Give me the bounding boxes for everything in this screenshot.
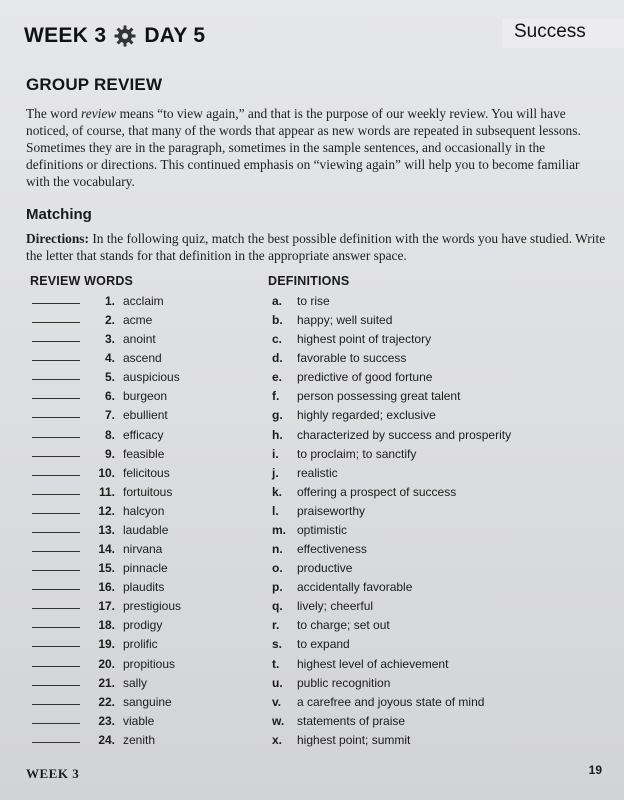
review-word: anoint [123, 332, 156, 347]
definition-letter: u. [272, 675, 283, 690]
answer-blank[interactable] [32, 379, 80, 380]
intro-post: means “to view again,” and that is the purpose of our weekly review. You will have noticed, of course, that many of the words that appear as new words are repeated in subsequent lessons. Sometimes they are in the paragraph, sometimes in the sample sentences, and occasionally in the definitions or directions. This continued emphasis on “viewing again” will help you to become familiar with the vocabulary. [26, 106, 581, 189]
answer-blank[interactable] [32, 398, 80, 399]
answer-blank[interactable] [32, 303, 80, 304]
word-number: 22. [98, 694, 115, 709]
definition-text: public recognition [297, 675, 391, 690]
review-word: propitious [123, 656, 176, 671]
definition-text: highly regarded; exclusive [297, 408, 436, 423]
definition-text: to charge; set out [297, 618, 390, 633]
word-number: 6. [104, 389, 115, 404]
review-word: auspicious [123, 370, 180, 385]
table-row [0, 386, 624, 405]
definition-letter: g. [272, 408, 283, 423]
definition-text: predictive of good fortune [297, 370, 433, 385]
definition-text: accidentally favorable [297, 580, 413, 595]
page-header [0, 18, 624, 54]
word-number: 9. [104, 446, 115, 461]
definition-letter: s. [272, 637, 283, 652]
table-row [0, 711, 624, 730]
directions-label: Directions: [26, 231, 89, 246]
definition-letter: k. [272, 484, 283, 499]
definition-letter: r. [272, 618, 280, 633]
footer-week: WEEK 3 [26, 766, 80, 781]
table-row [0, 291, 624, 310]
definition-text: statements of praise [297, 713, 406, 728]
directions-text: In the following quiz, match the best possible definition with the words you have studied. Write the letter that stands for that definition in the appropriate answer space. [26, 231, 606, 263]
definition-text: highest point of trajectory [297, 332, 432, 347]
definition-text: realistic [297, 465, 338, 480]
table-row [0, 405, 624, 424]
definition-letter: d. [272, 351, 283, 366]
word-number: 16. [98, 580, 115, 595]
answer-blank[interactable] [32, 456, 80, 457]
definition-letter: l. [272, 503, 279, 518]
word-number: 19. [98, 637, 115, 652]
word-number: 4. [104, 351, 115, 366]
review-word: ascend [123, 351, 162, 366]
answer-blank[interactable] [32, 608, 80, 609]
definition-letter: p. [272, 580, 283, 595]
table-row [0, 501, 624, 520]
table-row [0, 615, 624, 634]
definition-letter: t. [272, 656, 280, 671]
definition-letter: w. [272, 713, 285, 728]
definition-letter: x. [272, 732, 283, 747]
review-word: fortuitous [123, 484, 173, 499]
table-row [0, 692, 624, 711]
definition-letter: n. [272, 542, 283, 557]
definition-text: person possessing great talent [297, 389, 461, 404]
intro-italic-word: review [81, 106, 117, 121]
answer-blank[interactable] [32, 627, 80, 628]
answer-blank[interactable] [32, 589, 80, 590]
definition-text: happy; well suited [297, 313, 393, 328]
answer-blank[interactable] [32, 437, 80, 438]
definition-letter: m. [272, 522, 287, 537]
table-row [0, 425, 624, 444]
definitions-header: DEFINITIONS [268, 274, 350, 288]
word-number: 8. [104, 427, 115, 442]
table-row [0, 329, 624, 348]
word-number: 2. [104, 313, 115, 328]
definition-text: a carefree and joyous state of mind [297, 694, 485, 709]
word-number: 5. [104, 370, 115, 385]
definition-text: highest point; summit [297, 732, 411, 747]
matching-title: Matching [26, 206, 92, 223]
definition-text: praiseworthy [297, 503, 366, 518]
intro-paragraph [26, 105, 600, 190]
review-word: pinnacle [123, 561, 168, 576]
week-day-heading [24, 24, 205, 48]
answer-blank[interactable] [32, 417, 80, 418]
table-row [0, 310, 624, 329]
definition-text: characterized by success and prosperity [297, 427, 512, 442]
table-row [0, 558, 624, 577]
word-number: 14. [98, 542, 115, 557]
review-word: sanguine [123, 694, 172, 709]
review-word: viable [123, 713, 155, 728]
table-row [0, 596, 624, 615]
table-row [0, 730, 624, 749]
table-row [0, 482, 624, 501]
review-word: prestigious [123, 599, 182, 614]
answer-blank[interactable] [32, 570, 80, 571]
table-row [0, 673, 624, 692]
review-word: sally [123, 675, 148, 690]
page-number: 19 [588, 763, 602, 777]
intro-pre: The word [26, 106, 82, 121]
table-row [0, 577, 624, 596]
answer-blank[interactable] [32, 494, 80, 495]
definition-letter: v. [272, 694, 282, 709]
definition-letter: q. [272, 599, 283, 614]
table-row [0, 634, 624, 653]
word-number: 13. [98, 522, 115, 537]
table-row [0, 463, 624, 482]
answer-blank[interactable] [32, 666, 80, 667]
table-row [0, 654, 624, 673]
definition-text: effectiveness [297, 542, 367, 557]
review-word: prolific [123, 637, 158, 652]
answer-blank[interactable] [32, 685, 80, 686]
review-word: feasible [123, 446, 165, 461]
review-word: zenith [123, 732, 156, 747]
definition-letter: b. [272, 313, 283, 328]
definition-text: favorable to success [297, 351, 407, 366]
week-label: WEEK 3 [24, 24, 107, 47]
gear-icon [114, 25, 136, 47]
table-row [0, 444, 624, 463]
table-row [0, 539, 624, 558]
review-word: acme [123, 313, 153, 328]
definition-letter: i. [272, 446, 279, 461]
definition-letter: o. [272, 561, 283, 576]
review-word: halcyon [123, 503, 165, 518]
review-word: plaudits [123, 580, 165, 595]
word-number: 7. [104, 408, 115, 423]
word-number: 15. [98, 561, 115, 576]
definition-text: to proclaim; to sanctify [297, 446, 417, 461]
table-row [0, 348, 624, 367]
word-number: 17. [98, 599, 115, 614]
answer-blank[interactable] [32, 704, 80, 705]
review-word: acclaim [123, 294, 164, 308]
definition-text: lively; cheerful [297, 599, 374, 614]
word-number: 1. [104, 294, 115, 308]
word-number: 3. [104, 332, 115, 347]
table-row [0, 520, 624, 539]
review-word: burgeon [123, 389, 168, 404]
definition-letter: a. [272, 294, 283, 308]
word-number: 11. [98, 484, 115, 499]
directions-paragraph [26, 230, 606, 264]
review-word: laudable [123, 522, 169, 537]
answer-blank[interactable] [32, 513, 80, 514]
group-review-title: GROUP REVIEW [26, 75, 163, 94]
definition-letter: h. [272, 427, 283, 442]
answer-blank[interactable] [32, 646, 80, 647]
definition-text: to rise [297, 294, 330, 308]
review-word: ebullient [123, 408, 168, 423]
answer-blank[interactable] [32, 532, 80, 533]
word-number: 23. [98, 713, 115, 728]
definition-letter: c. [272, 332, 283, 347]
definition-letter: j. [272, 465, 279, 480]
definition-text: to expand [297, 637, 350, 652]
review-words-header: REVIEW WORDS [30, 274, 134, 288]
definition-text: productive [297, 561, 353, 576]
definition-letter: f. [272, 389, 280, 404]
word-number: 20. [98, 656, 115, 671]
word-number: 12. [98, 503, 115, 518]
answer-blank[interactable] [32, 723, 80, 724]
word-number: 18. [98, 618, 115, 633]
definition-letter: e. [272, 370, 283, 385]
definition-text: highest level of achievement [297, 656, 449, 671]
table-row [0, 367, 624, 386]
answer-blank[interactable] [32, 742, 80, 743]
review-word: efficacy [123, 427, 164, 442]
review-word: prodigy [123, 618, 163, 633]
answer-blank[interactable] [32, 360, 80, 361]
word-number: 24. [98, 732, 115, 747]
word-number: 10. [98, 465, 115, 480]
day-label: DAY 5 [144, 24, 206, 47]
definition-text: optimistic [297, 522, 348, 537]
answer-blank[interactable] [32, 551, 80, 552]
answer-blank[interactable] [32, 475, 80, 476]
theme-label: Success [502, 18, 624, 48]
definition-text: offering a prospect of success [297, 484, 457, 499]
review-word: nirvana [123, 542, 163, 557]
answer-blank[interactable] [32, 341, 80, 342]
answer-blank[interactable] [32, 322, 80, 323]
review-word: felicitous [123, 465, 170, 480]
word-number: 21. [98, 675, 115, 690]
